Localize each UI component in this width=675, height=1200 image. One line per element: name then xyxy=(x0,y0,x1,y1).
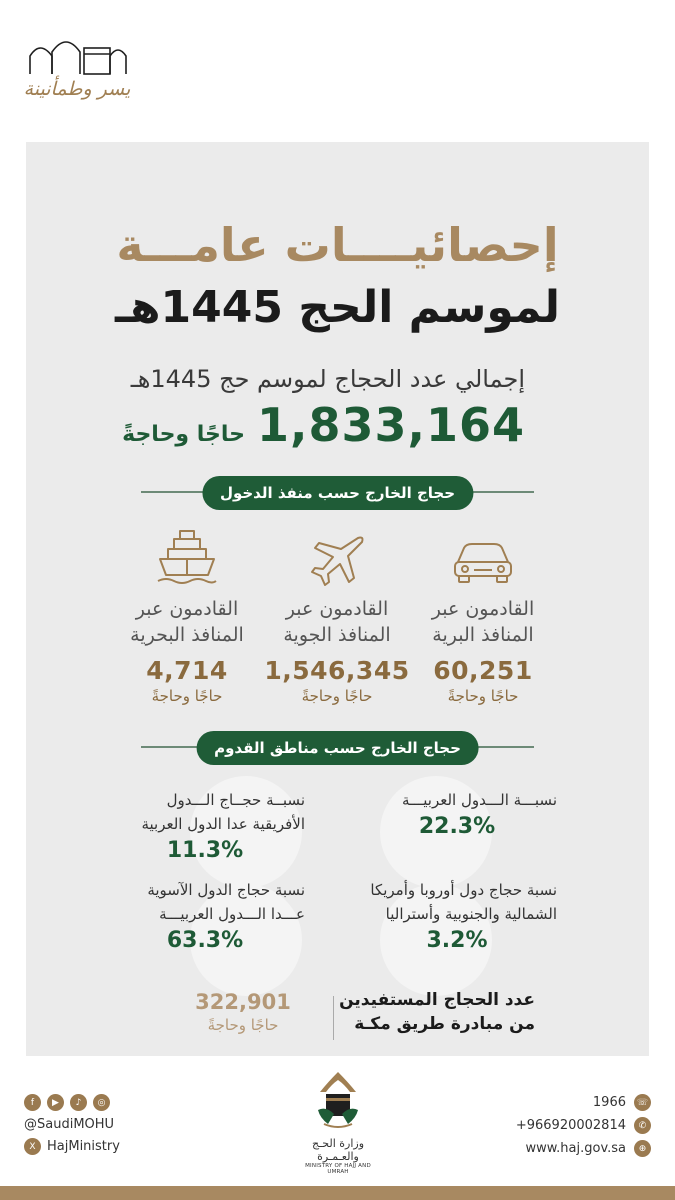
phone-short[interactable]: 1966 xyxy=(592,1095,626,1110)
ministry-name-ar: وزارة الحـج والعـمـرة xyxy=(311,1137,365,1163)
brand-slogan: يسر وطمأنينة xyxy=(23,78,131,100)
entry-air-unit: حاجًا وحاجةً xyxy=(301,687,373,705)
ship-icon xyxy=(154,526,220,588)
instagram-icon[interactable]: ◎ xyxy=(93,1094,110,1111)
entry-sea-label-2: المنافذ البحرية xyxy=(130,624,244,646)
page-subtitle: لموسم الحج 1445هـ xyxy=(114,282,561,333)
stat-african-label-1: نسبــة حجــاج الـــدول xyxy=(166,791,305,809)
beneficiaries-label-1: عدد الحجاج المستفيدين xyxy=(339,990,535,1010)
globe-icon: ⊕ xyxy=(634,1140,651,1157)
entry-air-value: 1,546,345 xyxy=(264,656,410,685)
contact-info xyxy=(516,1094,651,1163)
stat-asian-label-2: عـــدا الـــدول العربيـــة xyxy=(159,905,305,923)
entry-sea-label-1: القادمون عبر xyxy=(135,598,239,620)
beneficiaries-label xyxy=(325,988,535,1036)
phone-full[interactable]: +966920002814 xyxy=(515,1118,626,1133)
entry-air-label-1: القادمون عبر xyxy=(285,598,389,620)
entry-air xyxy=(262,532,412,705)
social-links xyxy=(24,1094,120,1161)
bottom-accent-bar xyxy=(0,1186,675,1200)
ministry-emblem xyxy=(296,1070,380,1175)
total-pilgrims xyxy=(122,398,525,452)
entry-sea-unit: حاجًا وحاجةً xyxy=(151,687,223,705)
stat-asian-label-1: نسبة حجاج الدول الآسوية xyxy=(147,881,305,899)
total-pilgrims-unit: حاجًا وحاجةً xyxy=(122,422,245,447)
entry-section-title: حجاج الخارج حسب منفذ الدخول xyxy=(202,476,473,510)
x-handle[interactable]: HajMinistry xyxy=(47,1139,120,1154)
stat-african-label-2: الأفريقية عدا الدول العربية xyxy=(141,815,305,833)
stat-western-value: 3.2% xyxy=(426,928,488,953)
stat-western xyxy=(357,878,557,953)
brand-logo xyxy=(22,34,132,104)
total-pilgrims-value: 1,833,164 xyxy=(257,398,525,452)
stat-western-label-2: الشمالية والجنوبية وأستراليا xyxy=(385,905,557,923)
ministry-logo-icon xyxy=(314,1070,362,1132)
youtube-icon[interactable]: ▶ xyxy=(47,1094,64,1111)
kaaba-arch-logo-icon xyxy=(22,34,132,78)
stat-african-value: 11.3% xyxy=(166,838,244,863)
stat-asian xyxy=(105,878,305,953)
social-handle[interactable]: @SaudiMOHU xyxy=(24,1117,115,1132)
entry-sea xyxy=(112,526,262,705)
call-icon: ✆ xyxy=(634,1117,651,1134)
stat-asian-value: 63.3% xyxy=(166,928,244,953)
entry-air-label-2: المنافذ الجوية xyxy=(283,624,391,646)
stat-western-label-1: نسبة حجاج دول أوروبا وأمريكا xyxy=(370,881,557,899)
ministry-name-en: MINISTRY OF HAJJ AND UMRAH xyxy=(305,1163,371,1175)
page-title: إحصائيــــات عامـــة xyxy=(116,218,559,272)
beneficiaries-value: 322,901 xyxy=(195,990,291,1014)
tiktok-icon[interactable]: ♪ xyxy=(70,1094,87,1111)
beneficiaries-label-2: من مبادرة طريق مكـة xyxy=(354,1014,535,1034)
entry-land-label-2: المنافذ البرية xyxy=(432,624,534,646)
stat-arab-value: 22.3% xyxy=(418,814,496,839)
entry-land xyxy=(408,532,558,705)
phone-icon: ☏ xyxy=(634,1094,651,1111)
car-icon xyxy=(450,532,516,588)
entry-sea-value: 4,714 xyxy=(146,656,228,685)
region-section-title: حجاج الخارج حسب مناطق القدوم xyxy=(196,731,479,765)
entry-land-value: 60,251 xyxy=(433,656,533,685)
beneficiaries-unit: حاجًا وحاجةً xyxy=(207,1016,279,1034)
stat-african xyxy=(105,788,305,863)
stat-arab xyxy=(357,788,557,839)
entry-land-unit: حاجًا وحاجةً xyxy=(447,687,519,705)
x-icon[interactable]: X xyxy=(24,1138,41,1155)
airplane-icon xyxy=(304,532,370,588)
facebook-icon[interactable]: f xyxy=(24,1094,41,1111)
stat-arab-label: نسبـــة الـــدول العربيـــة xyxy=(402,791,557,809)
beneficiaries-divider xyxy=(333,996,334,1040)
total-pilgrims-label: إجمالي عدد الحجاج لموسم حج 1445هـ xyxy=(130,365,525,393)
website-link[interactable]: www.haj.gov.sa xyxy=(525,1141,626,1156)
entry-land-label-1: القادمون عبر xyxy=(431,598,535,620)
